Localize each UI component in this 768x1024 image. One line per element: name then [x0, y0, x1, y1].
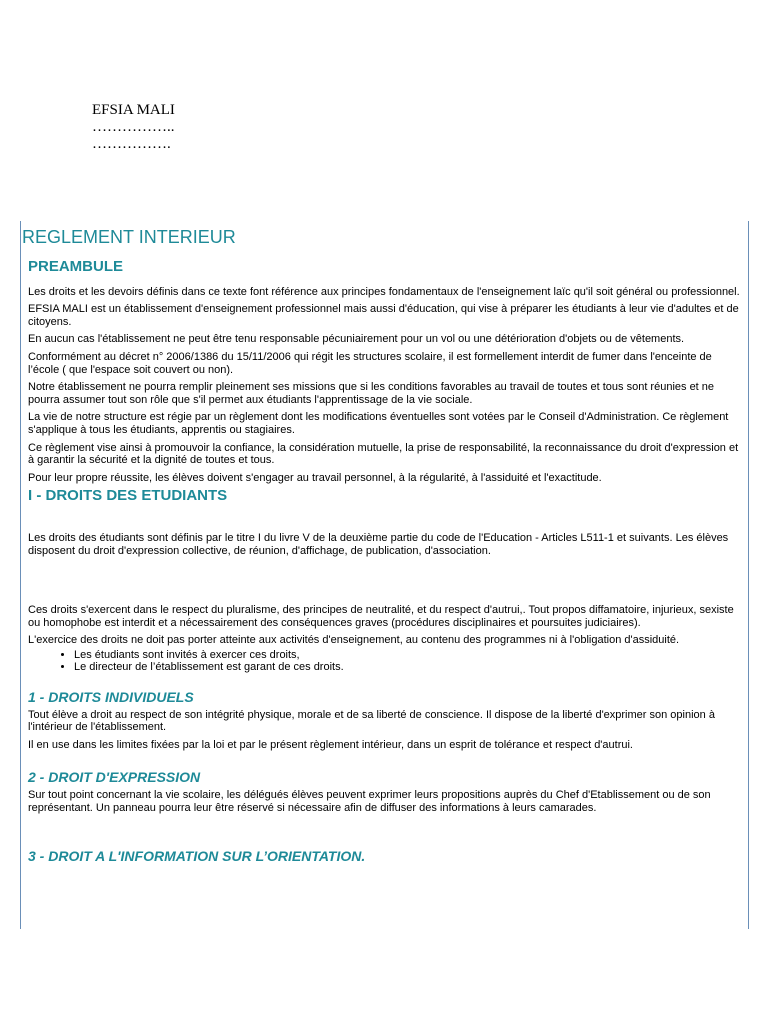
section-paragraph: Ces droits s'exercent dans le respect du pluralisme, des principes de neutralité, et du respect d'autrui,. Tout propos diffamatoire, injurieux, sexiste ou homophobe est interdit et a nécessairement des conséquences graves (procédures disciplinaires et poursuites judiciaires). [28, 604, 734, 629]
preamble-paragraph: Les droits et les devoirs définis dans ce texte font référence aux principes fondamentaux de l'enseignement laïc qu'il soit général ou professionnel. [28, 285, 740, 298]
rights-bullet-list [28, 649, 742, 674]
document-frame [20, 221, 749, 929]
section-paragraph: L'exercice des droits ne doit pas porter atteinte aux activités d'enseignement, au contenu des programmes ni à l'obligation d'assiduité. [28, 634, 680, 647]
preamble-paragraph: La vie de notre structure est régie par un règlement dont les modifications éventuelles sont votées par le Conseil d'Administration. Ce règlement s'applique à tous les étudiants, apprentis ou stagiaires. [28, 411, 729, 436]
preamble-paragraph: Notre établissement ne pourra remplir pleinement ses missions que si les conditions favorables au travail de toutes et tous sont réunies et ne pourra assumer tout son rôle que s'il permet aux étudiants l'apprentissage de la vie sociale. [28, 381, 715, 406]
document-header [92, 102, 175, 153]
organization-name: EFSIA MALI [92, 102, 175, 118]
document-body [28, 258, 742, 868]
section-paragraph: Sur tout point concernant la vie scolaire, les délégués élèves peuvent exprimer leurs propositions auprès du Chef d'Etablissement ou de son représentant. Un panneau pourra leur être réservé si nécessaire afin de diffuser des informations à leurs camarades. [28, 789, 711, 814]
list-item: • Le directeur de l’établissement est garant de ces droits. [74, 661, 742, 674]
preamble-paragraph: En aucun cas l'établissement ne peut être tenu responsable pécuniairement pour un vol ou une détérioration d'objets ou de vêtements. [28, 333, 685, 346]
document-title: REGLEMENT INTERIEUR [22, 227, 236, 247]
preamble-paragraph: Conformément au décret n° 2006/1386 du 15/11/2006 qui régit les structures scolaire, il est formellement interdit de fumer dans l'enceinte de l’école ( que l'espace soit couvert ou non). [28, 350, 712, 376]
section-paragraph: Les droits des étudiants sont définis par le titre I du livre V de la deuxième partie du code de l'Education - Articles L511-1 et suivants. Les élèves disposent du droit d'expression collective, de réunion, d'affichage, de publication, d'association. [28, 531, 729, 557]
section-droits-etudiants-heading: I - DROITS DES ETUDIANTS [28, 487, 228, 505]
preamble-paragraph: EFSIA MALI est un établissement d'enseignement professionnel mais aussi d'éducation, qui vise à préparer les étudiants à leur vie d'adultes et de citoyens. [28, 303, 739, 328]
preamble-paragraph: Ce règlement vise ainsi à promouvoir la confiance, la considération mutuelle, la prise de responsabilité, la reconnaissance du droit d'expression et à garantir la sécurité et la dignité de toutes et tous. [28, 441, 739, 467]
section-paragraph: Tout élève a droit au respect de son intégrité physique, morale et de sa liberté de conscience. Il dispose de la liberté d'exprimer son opinion à l'intérieur de l'établissement. [28, 708, 715, 734]
header-dots-line-1: …………….. [92, 119, 175, 135]
droit-information-orientation-heading: 3 - DROIT A L'INFORMATION SUR L’ORIENTATION. [28, 848, 366, 865]
header-dots-line-2: ……………. [92, 136, 171, 152]
section-paragraph: Il en use dans les limites fixées par la loi et par le présent règlement intérieur, dans un esprit de tolérance et respect d'autrui. [28, 738, 633, 751]
preamble-paragraph: Pour leur propre réussite, les élèves doivent s'engager au travail personnel, à la régularité, à l'assiduité et l'exactitude. [28, 471, 602, 484]
list-item: • Les étudiants sont invités à exercer ces droits, [74, 649, 742, 662]
preamble-heading: PREAMBULE [28, 258, 124, 275]
droits-individuels-heading: 1 - DROITS INDIVIDUELS [28, 689, 194, 706]
droit-expression-heading: 2 - DROIT D'EXPRESSION [28, 769, 201, 786]
